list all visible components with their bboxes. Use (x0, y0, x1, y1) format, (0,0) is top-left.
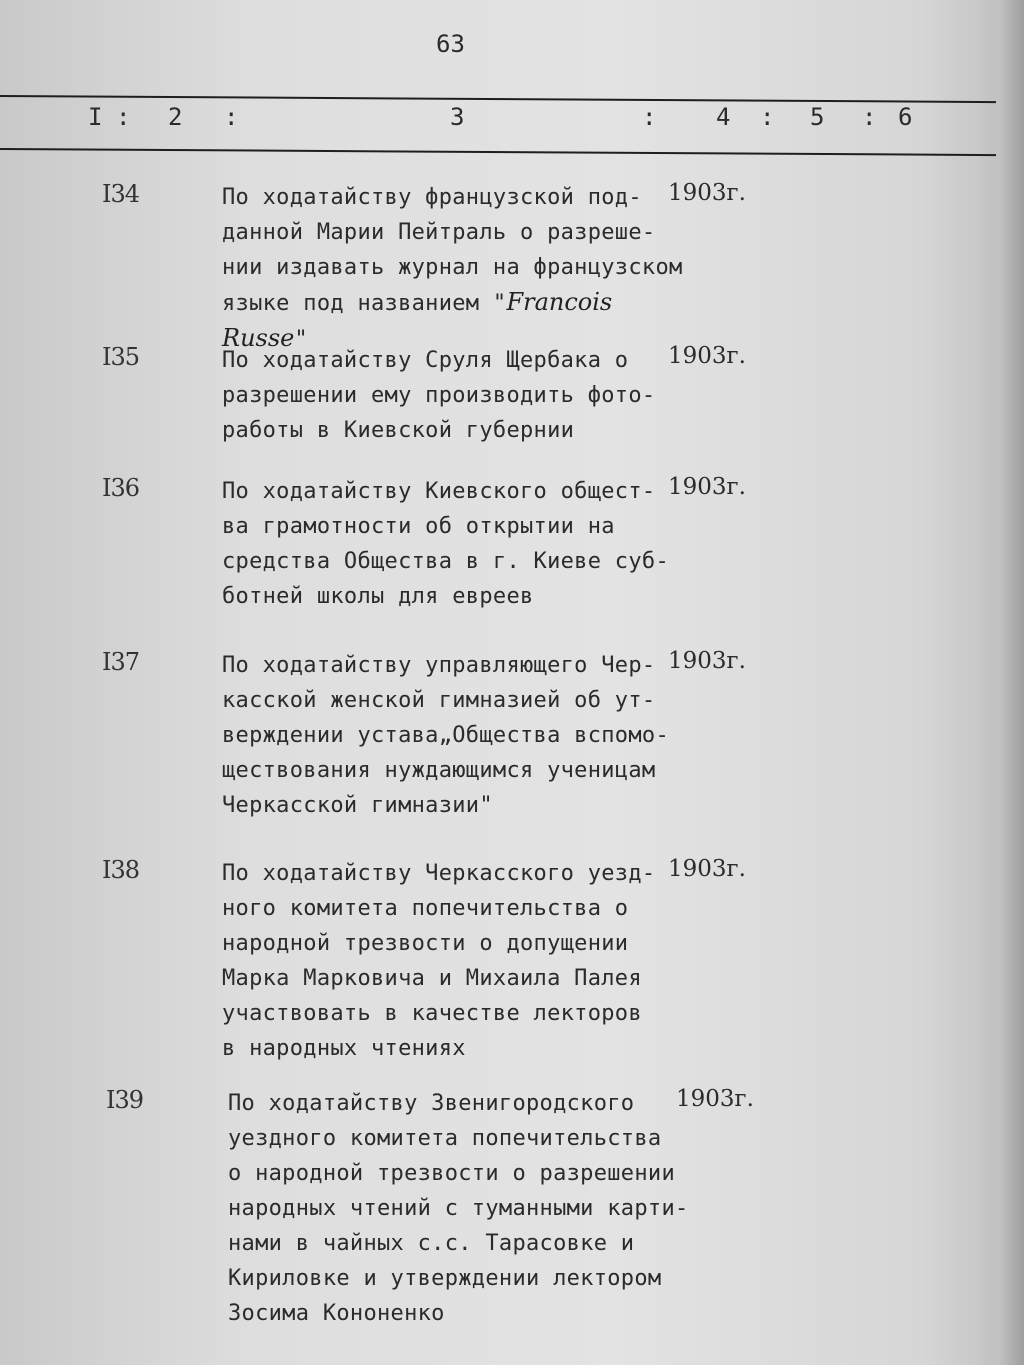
entry-line: работы в Киевской губернии (222, 418, 575, 443)
entry-year: 1903г. (668, 648, 746, 674)
entry-line: средства Общества в г. Киеве суб- (222, 549, 669, 574)
entry-description (222, 856, 682, 1066)
handwritten-title-part-1: Francois (506, 288, 613, 316)
entry-description (222, 343, 682, 448)
page-number: 63 (436, 30, 465, 58)
entry-line: По ходатайству Киевского общест- (222, 479, 656, 504)
header-bottom-rule (0, 148, 996, 156)
entry-line: ного комитета попечительства о (222, 896, 629, 921)
entry-description (222, 474, 682, 614)
column-6-header: 6 (898, 103, 913, 131)
column-separator: : (760, 103, 775, 131)
entry-year: 1903г. (668, 474, 746, 500)
closing-quote: " (294, 327, 308, 352)
column-3-header: 3 (450, 103, 465, 131)
entry-year: 1903г. (668, 343, 746, 369)
entry-line: нами в чайных с.с. Тарасовке и (228, 1231, 635, 1256)
entry-line: По ходатайству французской под- (222, 185, 642, 210)
handwritten-title-part-2: Russe (222, 324, 295, 352)
entry-line: По ходатайству управляющего Чер- (222, 653, 656, 678)
entry-line: По ходатайству Черкасского уезд- (222, 861, 656, 886)
column-2-header: 2 (168, 103, 183, 131)
entry-year: 1903г. (668, 856, 746, 882)
entry-number: I34 (102, 180, 140, 208)
entry-description (222, 180, 682, 357)
entry-line: Марка Марковича и Михаила Палея (222, 966, 642, 991)
column-separator: : (116, 103, 131, 131)
entry-line: Черкасской гимназии" (222, 793, 493, 818)
entry-number: I36 (102, 474, 140, 502)
entry-year: 1903г. (676, 1086, 754, 1112)
entry-number: I37 (102, 648, 140, 676)
column-4-header: 4 (716, 103, 731, 131)
entry-line: данной Марии Пейтраль о разреше- (222, 220, 656, 245)
entry-line: разрешении ему производить фото- (222, 383, 656, 408)
column-separator: : (862, 103, 877, 131)
entry-line: нии издавать журнал на французском (222, 255, 683, 280)
column-separator: : (224, 103, 239, 131)
entry-line: народных чтений с туманными карти- (228, 1196, 689, 1221)
entry-line: Кириловке и утверждении лектором (228, 1266, 662, 1291)
entry-line: По ходатайству Звенигородского (228, 1091, 635, 1116)
column-header-row (0, 103, 1000, 143)
entry-line: уездного комитета попечительства (228, 1126, 662, 1151)
entry-number: I38 (102, 856, 140, 884)
column-5-header: 5 (810, 103, 825, 131)
column-separator: : (642, 103, 657, 131)
entry-line: о народной трезвости о разрешении (228, 1161, 675, 1186)
entry-number: I39 (106, 1086, 144, 1114)
page-edge-shadow (978, 0, 1024, 1365)
entry-line: Зосима Кононенко (228, 1301, 445, 1326)
entry-line: верждении устава„Общества вспомо- (222, 723, 669, 748)
column-1-header: I (88, 103, 103, 131)
entry-number: I35 (102, 343, 140, 371)
entry-year: 1903г. (668, 180, 746, 206)
entry-line: в народных чтениях (222, 1036, 466, 1061)
entry-line: ва грамотности об открытии на (222, 514, 615, 539)
entry-description (222, 648, 682, 823)
entry-line: участвовать в качестве лекторов (222, 1001, 642, 1026)
entry-line: касской женской гимназией об ут- (222, 688, 656, 713)
entry-line: ществования нуждающимся ученицам (222, 758, 656, 783)
entry-line: народной трезвости о допущении (222, 931, 629, 956)
entry-line-with-title (222, 285, 682, 321)
entry-description (228, 1086, 688, 1331)
header-top-rule (0, 95, 996, 103)
entry-line: ботней школы для евреев (222, 584, 534, 609)
entry-line: языке под названием " (222, 291, 507, 316)
entry-line: По ходатайству Сруля Щербака о (222, 348, 629, 373)
